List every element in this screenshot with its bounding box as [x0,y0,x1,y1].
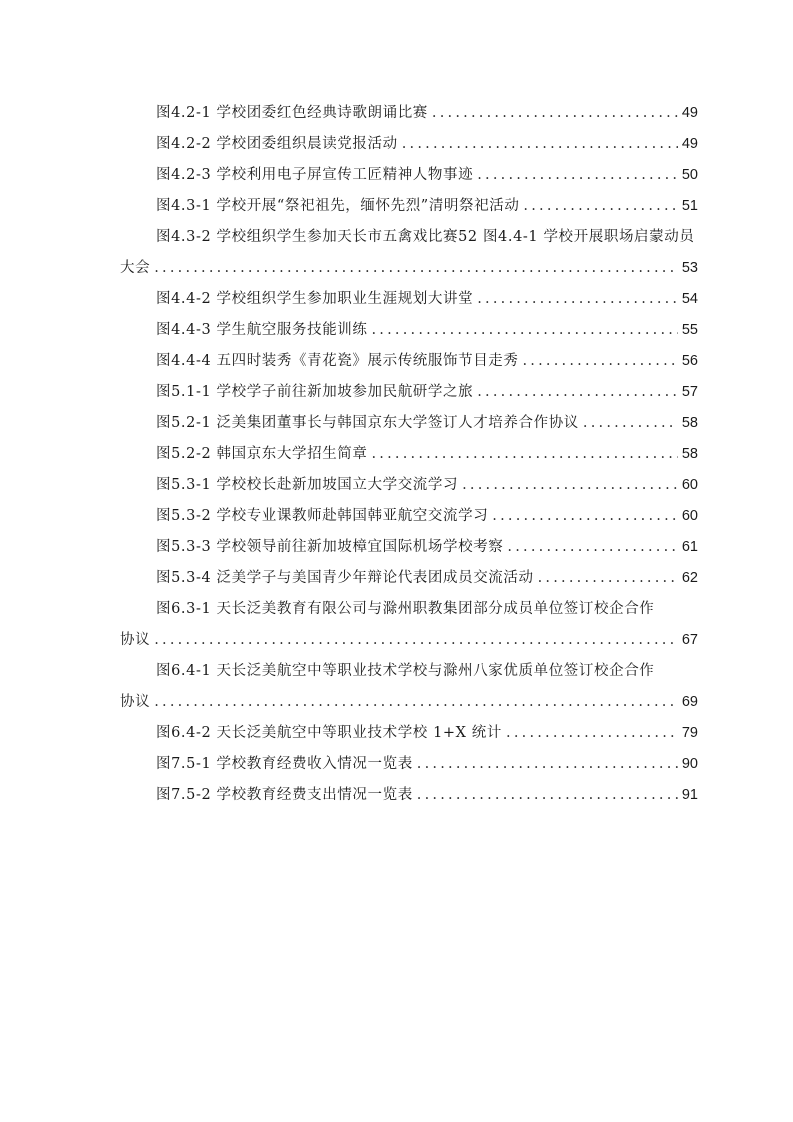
toc-line [120,501,698,532]
dot-leader [372,439,678,470]
toc-page-number: 61 [681,539,698,555]
toc-line [120,284,698,315]
toc-page-number: 79 [681,725,698,741]
toc-line [120,532,698,563]
dot-leader [417,780,678,811]
toc-entry-label-line2: 协议 [120,632,151,648]
dot-leader [417,749,678,780]
toc-entry-label-line1: 图4.3-2 学校组织学生参加天长市五禽戏比赛52 图4.4-1 学校开展职场启蒙动员 [156,229,695,245]
toc-entry[interactable] [120,656,698,718]
toc-entry[interactable] [120,532,698,563]
toc-entry[interactable] [120,346,698,377]
dot-leader [477,377,678,408]
toc-entry[interactable] [120,377,698,408]
toc-entry[interactable] [120,749,698,780]
toc-entry[interactable] [120,718,698,749]
toc-entry[interactable] [120,98,698,129]
dot-leader [432,98,678,129]
toc-page-number: 50 [681,167,698,183]
toc-entry-label-line2: 协议 [120,694,151,710]
dot-leader [402,129,678,160]
toc-page-number: 49 [681,136,698,152]
dot-leader [507,532,677,563]
toc-page-number: 91 [681,787,698,803]
toc-page-number: 69 [681,694,698,710]
toc-entry[interactable] [120,501,698,532]
toc-line [120,253,698,284]
toc-entry-label-line2: 大会 [120,260,151,276]
toc-entry[interactable] [120,439,698,470]
toc-line [120,687,698,718]
toc-line [120,377,698,408]
toc-entry-label: 图5.3-4 泛美学子与美国青少年辩论代表团成员交流活动 [156,570,534,586]
toc-entry-label-line1: 图6.3-1 天长泛美教育有限公司与滁州职教集团部分成员单位签订校企合作 [156,601,655,617]
dot-leader [154,253,678,284]
toc-line [120,780,698,811]
table-of-figures [120,98,698,811]
toc-page-number: 62 [681,570,698,586]
toc-line [120,346,698,377]
dot-leader [538,563,678,594]
dot-leader [583,408,678,439]
toc-entry-label: 图4.4-3 学生航空服务技能训练 [156,322,368,338]
toc-page-number: 51 [681,198,698,214]
toc-page-number: 55 [681,322,698,338]
dot-leader [477,284,678,315]
toc-entry-label: 图7.5-1 学校教育经费收入情况一览表 [156,756,413,772]
toc-entry-label: 图5.3-3 学校领导前往新加坡樟宜国际机场学校考察 [156,539,504,555]
toc-entry[interactable] [120,470,698,501]
toc-line [120,439,698,470]
toc-entry-label: 图4.2-2 学校团委组织晨读党报活动 [156,136,398,152]
toc-entry[interactable] [120,563,698,594]
toc-entry[interactable] [120,129,698,160]
toc-line [120,408,698,439]
toc-entry[interactable] [120,191,698,222]
toc-line [120,718,698,749]
toc-page-number: 60 [681,477,698,493]
dot-leader [154,625,678,656]
toc-entry-label: 图5.3-1 学校校长赴新加坡国立大学交流学习 [156,477,459,493]
toc-entry[interactable] [120,594,698,656]
toc-entry-label-line1: 图6.4-1 天长泛美航空中等职业技术学校与滁州八家优质单位签订校企合作 [156,663,655,679]
toc-entry[interactable] [120,222,698,284]
toc-entry-label: 图7.5-2 学校教育经费支出情况一览表 [156,787,413,803]
toc-line [120,625,698,656]
toc-line [120,749,698,780]
toc-entry-label: 图5.3-2 学校专业课教师赴韩国韩亚航空交流学习 [156,508,489,524]
toc-entry-label: 图4.2-1 学校团委红色经典诗歌朗诵比赛 [156,105,428,121]
toc-entry[interactable] [120,780,698,811]
toc-entry-label: 图5.2-1 泛美集团董事长与韩国京东大学签订人才培养合作协议 [156,415,579,431]
toc-line [120,315,698,346]
toc-entry-label: 图4.4-2 学校组织学生参加职业生涯规划大讲堂 [156,291,474,307]
toc-page-number: 56 [681,353,698,369]
dot-leader [492,501,678,532]
toc-entry-label: 图6.4-2 天长泛美航空中等职业技术学校 1+X 统计 [156,725,503,741]
dot-leader [372,315,678,346]
toc-entry[interactable] [120,284,698,315]
toc-entry-label: 图5.1-1 学校学子前往新加坡参加民航研学之旅 [156,384,474,400]
toc-page-number: 58 [681,415,698,431]
toc-page-number: 90 [681,756,698,772]
toc-line [120,160,698,191]
dot-leader [523,191,677,222]
toc-page-number: 49 [681,105,698,121]
toc-entry[interactable] [120,160,698,191]
dot-leader [462,470,678,501]
toc-line [120,563,698,594]
dot-leader [477,160,678,191]
toc-entry-label: 图4.2-3 学校利用电子屏宣传工匠精神人物事迹 [156,167,474,183]
toc-line [120,470,698,501]
toc-entry[interactable] [120,315,698,346]
dot-leader [523,346,678,377]
toc-entry[interactable] [120,408,698,439]
toc-entry-label: 图4.4-4 五四时装秀《青花瓷》展示传统服饰节目走秀 [156,353,519,369]
dot-leader [506,718,678,749]
toc-page-number: 58 [681,446,698,462]
toc-page-number: 57 [681,384,698,400]
toc-page-number: 54 [681,291,698,307]
toc-entry-label: 图4.3-1 学校开展“祭祀祖先，缅怀先烈”清明祭祀活动 [156,198,520,214]
toc-line [120,129,698,160]
toc-line [120,98,698,129]
toc-page-number: 53 [681,260,698,276]
toc-page-number: 60 [681,508,698,524]
dot-leader [154,687,678,718]
toc-entry-label: 图5.2-2 韩国京东大学招生简章 [156,446,368,462]
toc-page-number: 67 [681,632,698,648]
toc-line [120,191,698,222]
